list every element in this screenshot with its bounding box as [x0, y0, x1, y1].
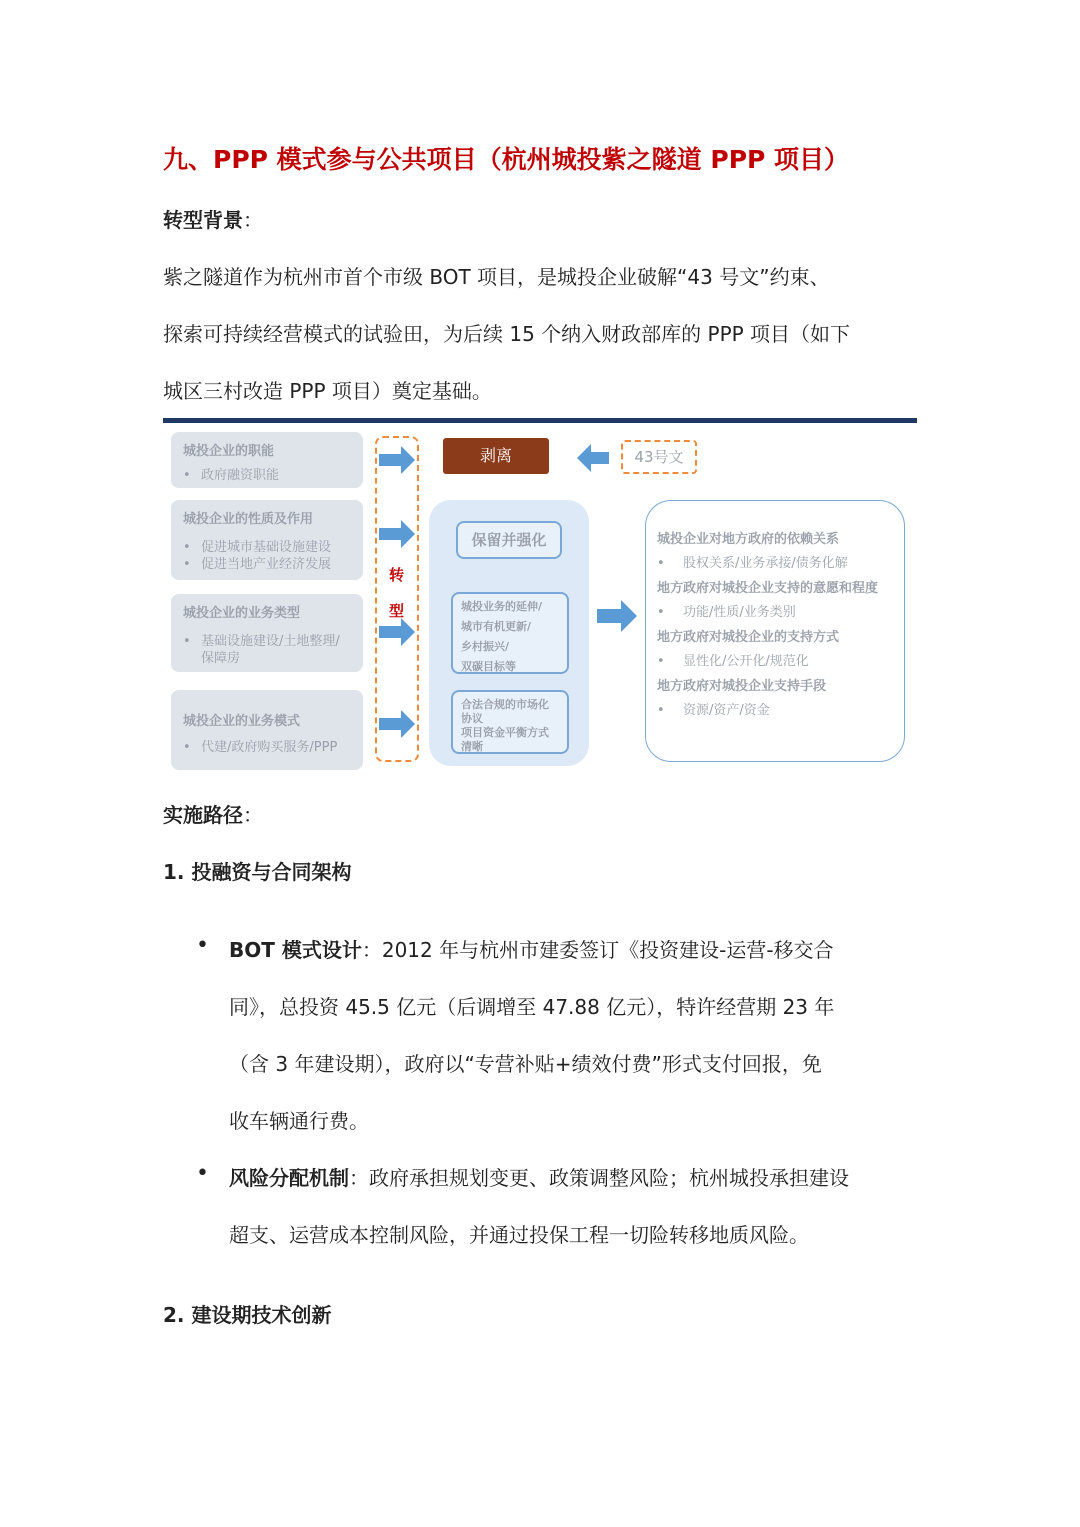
- left-box-heading: 城投企业的业务类型: [183, 606, 301, 621]
- market-agreement-box: [451, 690, 569, 754]
- inner-line: 项目资金平衡方式: [461, 726, 549, 739]
- right-heading-3: 地方政府对城投企业的支持方式: [657, 630, 840, 645]
- bullet-2-line-2: 超支、运营成本控制风险，并通过投保工程一切险转移地质风险。: [229, 1223, 809, 1247]
- left-box-item-text: 代建/政府购买服务/PPP: [201, 740, 338, 755]
- bullet-2-text: ：政府承担规划变更、政策调整风险；杭州城投承担建设: [349, 1166, 849, 1190]
- background-heading: [163, 204, 263, 233]
- left-box-item-text: 基础设施建设/土地整理/: [201, 634, 340, 649]
- peel-label-box: 剥离: [443, 438, 549, 474]
- arrow-right-icon: [379, 710, 415, 738]
- diagram-top-rule: [163, 418, 917, 423]
- bullet-1-line-3: （含 3 年建设期），政府以“专营补贴+绩效付费”形式支付回报，免: [229, 1052, 822, 1076]
- bullet-dot: •: [657, 605, 665, 620]
- left-box-heading: 城投企业的性质及作用: [183, 512, 314, 527]
- bullet-1-text: ：2012 年与杭州市建委签订《投资建设-运营-移交合: [361, 938, 834, 962]
- left-box-item-text: 促进当地产业经济发展: [201, 557, 332, 572]
- bullet-dot: •: [657, 703, 665, 718]
- bullet-dot: •: [657, 556, 665, 571]
- bullet-dot: •: [183, 468, 191, 483]
- arrow-left-icon: [577, 444, 609, 472]
- left-box-business-modes: [171, 690, 363, 770]
- bullet-1-line-4: 收车辆通行费。: [229, 1109, 369, 1133]
- left-box-heading: 城投企业的业务模式: [183, 714, 301, 729]
- background-line-3: 城区三村改造 PPP 项目）奠定基础。: [163, 379, 492, 403]
- right-item-text: 显性化/公开化/规范化: [683, 654, 809, 669]
- left-box-functions: [171, 432, 363, 488]
- left-box-item: 保障房: [201, 651, 241, 666]
- right-item-text: 资源/资产/资金: [683, 703, 770, 718]
- page-title: 九、PPP 模式参与公共项目（杭州城投紫之隧道 PPP 项目）: [163, 145, 850, 174]
- background-line-2: 探索可持续经营模式的试验田，为后续 15 个纳入财政部库的 PPP 项目（如下: [163, 322, 851, 346]
- left-box-business-types: [171, 594, 363, 672]
- transform-char-2: 型: [389, 602, 405, 620]
- arrow-right-icon: [597, 600, 637, 632]
- arrow-right-icon: [379, 446, 415, 474]
- right-item-1: [657, 552, 848, 571]
- left-box-item: [183, 464, 279, 483]
- path-heading-text: 实施路径: [163, 803, 243, 827]
- left-box-item-text: 促进城市基础设施建设: [201, 540, 332, 555]
- doc-43-label: 43号文: [621, 440, 697, 474]
- background-heading-text: 转型背景: [163, 208, 243, 232]
- left-box-item: [183, 736, 337, 755]
- bullet-2-dot: •: [196, 1161, 209, 1186]
- section-2-heading: 2. 建设期技术创新: [163, 1303, 332, 1327]
- left-box-heading: 城投企业的职能: [183, 444, 275, 459]
- bullet-1-line-2: 同》，总投资 45.5 亿元（后调增至 47.88 亿元），特许经营期 23 年: [229, 995, 835, 1019]
- colon: ：: [243, 803, 263, 827]
- transformation-diagram: [163, 418, 917, 774]
- inner-line: 协议: [461, 712, 483, 725]
- inner-line: 城投业务的延伸/: [461, 600, 543, 613]
- section-1-heading: 1. 投融资与合同架构: [163, 860, 352, 884]
- left-box-item: [183, 553, 331, 572]
- inner-line: 合法合规的市场化: [461, 698, 549, 711]
- right-item-4: [657, 699, 770, 718]
- left-box-nature: [171, 500, 363, 580]
- colon: ：: [243, 208, 263, 232]
- right-item-2: [657, 601, 796, 620]
- transform-char-1: 转: [389, 566, 405, 584]
- right-heading-4: 地方政府对城投企业支持手段: [657, 679, 827, 694]
- right-heading-2: 地方政府对城投企业支持的意愿和程度: [657, 581, 879, 596]
- background-line-1: 紫之隧道作为杭州市首个市级 BOT 项目，是城投企业破解“43 号文”约束、: [163, 265, 830, 289]
- bullet-1-label: BOT 模式设计: [229, 938, 362, 962]
- right-item-3: [657, 650, 809, 669]
- bullet-2-label: 风险分配机制: [229, 1166, 349, 1190]
- left-box-item-text: 政府融资职能: [201, 468, 280, 483]
- right-item-text: 功能/性质/业务类别: [683, 605, 796, 620]
- bullet-dot: •: [183, 540, 191, 555]
- bullet-1-line-1: [229, 934, 834, 963]
- bullet-1-dot: •: [196, 933, 209, 958]
- business-extension-box: [451, 592, 569, 674]
- inner-line: 双碳目标等: [461, 660, 516, 673]
- bullet-dot: •: [183, 557, 191, 572]
- arrow-right-icon: [379, 520, 415, 548]
- retain-strengthen-box: 保留并强化: [456, 521, 562, 559]
- right-item-text: 股权关系/业务承接/债务化解: [683, 556, 848, 571]
- arrow-right-icon: [379, 618, 415, 646]
- path-heading: [163, 799, 263, 828]
- bullet-dot: •: [183, 634, 191, 649]
- inner-line: 乡村振兴/: [461, 640, 510, 653]
- inner-line: 清晰: [461, 740, 483, 753]
- bullet-dot: •: [183, 740, 191, 755]
- bullet-dot: •: [657, 654, 665, 669]
- inner-line: 城市有机更新/: [461, 620, 532, 633]
- right-heading-1: 城投企业对地方政府的依赖关系: [657, 532, 840, 547]
- bullet-2-line-1: [229, 1162, 849, 1191]
